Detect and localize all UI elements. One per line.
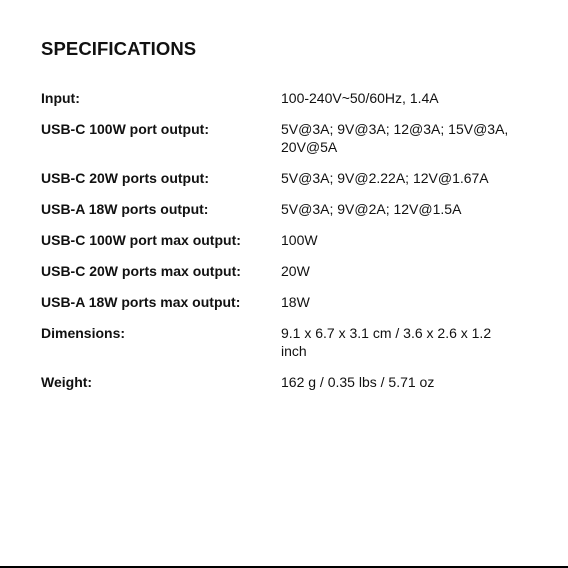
spec-label: Input: xyxy=(41,90,80,106)
spec-value: 5V@3A; 9V@2A; 12V@1.5A xyxy=(281,201,462,217)
spec-row-usbc-20w-output xyxy=(41,169,541,187)
spec-label: Dimensions: xyxy=(41,325,126,341)
spec-label: USB-A 18W ports output: xyxy=(41,201,209,217)
spec-row-dimensions xyxy=(41,324,541,360)
spec-label: USB-A 18W ports max output: xyxy=(41,294,241,310)
spec-value: 9.1 x 6.7 x 3.1 cm / 3.6 x 2.6 x 1.2 inch xyxy=(281,325,492,359)
spec-value: 162 g / 0.35 lbs / 5.71 oz xyxy=(281,374,435,390)
spec-row-usba-18w-max xyxy=(41,293,541,311)
spec-row-usba-18w-output xyxy=(41,200,541,218)
spec-label: USB-C 20W ports max output: xyxy=(41,263,241,279)
page-title: SPECIFICATIONS xyxy=(41,38,197,59)
spec-value: 100-240V~50/60Hz, 1.4A xyxy=(281,90,439,106)
spec-label: USB-C 100W port max output: xyxy=(41,232,241,248)
spec-row-usbc-100w-max xyxy=(41,231,541,249)
spec-row-input xyxy=(41,89,541,107)
spec-row-usbc-20w-max xyxy=(41,262,541,280)
spec-value: 5V@3A; 9V@2.22A; 12V@1.67A xyxy=(281,170,489,186)
spec-row-weight xyxy=(41,373,541,391)
spec-label: USB-C 100W port output: xyxy=(41,121,209,137)
spec-value: 18W xyxy=(281,294,310,310)
spec-label: USB-C 20W ports output: xyxy=(41,170,209,186)
spec-value: 5V@3A; 9V@3A; 12@3A; 15V@3A, 20V@5A xyxy=(281,121,509,155)
spec-row-usbc-100w-output xyxy=(41,120,541,156)
spec-value: 100W xyxy=(281,232,318,248)
spec-label: Weight: xyxy=(41,374,93,390)
spec-value: 20W xyxy=(281,263,310,279)
